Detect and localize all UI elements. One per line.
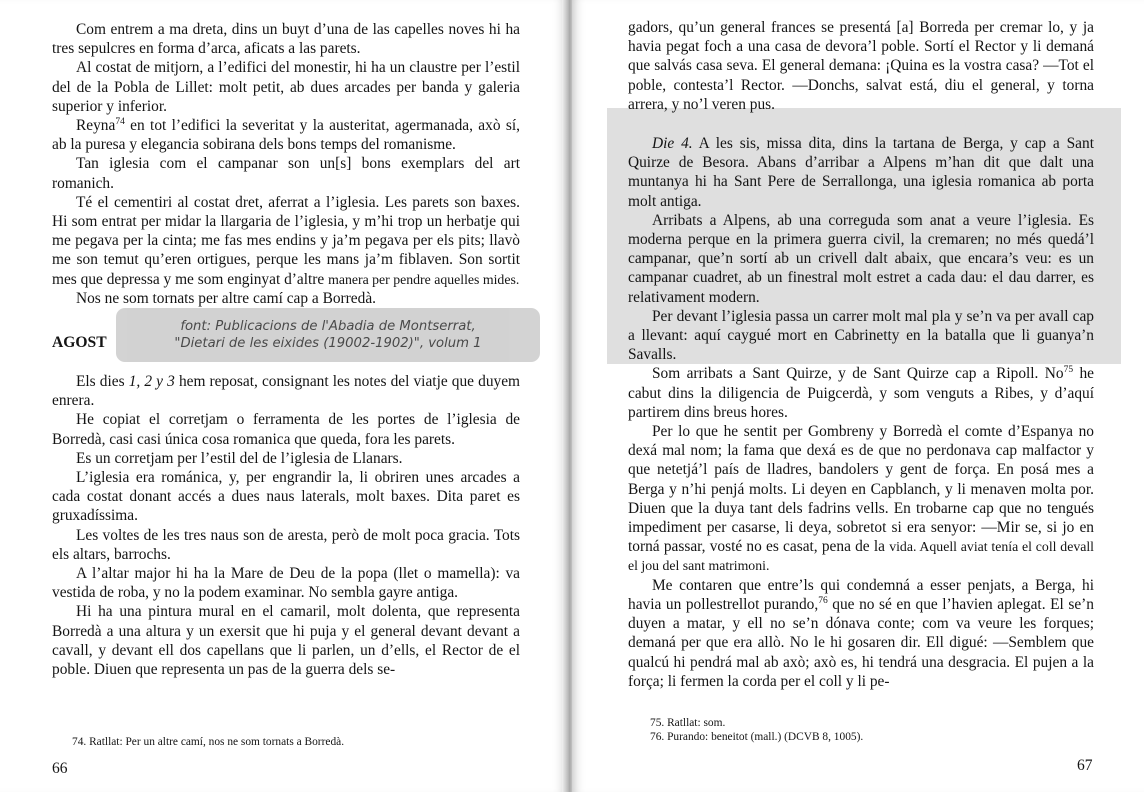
paragraph: L’iglesia era románica, y, per engrandir la, li obriren unes arcades a cada costat donant accés a dues naus laterals, molt baxes. Dita paret es gruxadíssima. <box>52 469 520 525</box>
source-note: font: Publicacions de l'Abadia de Montserrat, "Dietari de les eixides (19002-1902)", volum 1 <box>116 308 540 362</box>
paragraph: Al costat de mitjorn, a l’edifici del monestir, hi ha un claustre per l’estil del de la Pobla de Lillet: molt petit, ab dues arcades per banda y galeria superior y inferior. <box>52 59 520 115</box>
paragraph: Es un corretjam per l’estil del de l’iglesia de Llanars. <box>76 449 403 467</box>
paragraph: Per devant l’iglesia passa un carrer molt mal pla y se’n va per avall cap a llevant: aquí caygué mort en Cabrinetty en la batalla que li guanya’n Savalls. <box>628 307 1094 364</box>
paragraph: Hi ha una pintura mural en el camaril, molt dolenta, que representa Borredà a una altura y un exersit que hi puja y el general devant devant a cavall, y devant ell dos capellans que li parlen, un d’ells, el Rector de el poble. Diuen que representa un pas de la guerra dels se- <box>52 603 520 679</box>
footnote: 76. Purando: beneitot (mall.) (DCVB 8, 1005). <box>650 731 864 743</box>
paragraph: Té el cementiri al costat dret, aferrat a l’iglesia. Les parets son baxes. Hi som entrat per midar la llargaria de l’iglesia, y m’hi trop un herbatje qui me pegava per la cinta; me fas mes endins y ja’m pegava per els pits; llavò me son temut qu’eren ortigues, perque les mans ja’m fiblaven. Son sortit mes que depressa y me som enginyat d’altre manera per pendre aquelles mides. <box>52 193 520 288</box>
paragraph: Les voltes de les tres naus son de aresta, però de molt poca gracia. Tots els altars, barrochs. <box>52 526 520 563</box>
paragraph: gadors, qu’un general frances se presentá [a] Borreda per cremar lo, y ja havia pegat foch a una casa de devora’l poble. Sortí el Rector y li demaná que salvás casa seva. El general demana: ¡Quina es la vostra casa? —Tot el poble, contesta’l Rector. —Donchs, salvat está, diu el general, y torna arrera, y no’l veren pus. <box>628 19 1094 113</box>
right-text-column <box>628 18 1094 691</box>
paragraph: He copiat el corretjam o ferramenta de les portes de l’iglesia de Borredà, casi casi única cosa romanica que queda, fora les parets. <box>52 411 520 448</box>
left-page <box>0 0 566 792</box>
paragraph: Tan iglesia com el campanar son un[s] bons exemplars del art romanich. <box>52 155 520 192</box>
footnote: 74. Ratllat: Per un altre camí, nos ne som tornats a Borredà. <box>72 736 345 748</box>
section-heading-row <box>52 308 520 362</box>
footnote-ref-76[interactable]: 76 <box>818 595 828 606</box>
page-number: 66 <box>52 760 68 777</box>
paragraph: Som arribats a Sant Quirze, y de Sant Quirze cap a Ripoll. No$^{75}$ he cabut dins la diligencia de Puigcerdà, y som venguts a Ribes, y d’aquí partirem dins breus hores. <box>628 365 1095 421</box>
paragraph: Els dies 1, 2 y 3 hem reposat, consignant les notes del viatje que duyem enrera. <box>52 373 521 410</box>
paragraph: Me contaren que entre’ls qui condemná a esser penjats, a Berga, hi havia un pollestrellot purando,$^{76}$ que no sé en que l’havien aplegat. El se’n duyen a matar, y ell no se’n dónava conte; com va veure les forques; demaná per que era allò. No le hi gosaren dir. Ell digué: —Semblem que qualcú hi pendrá mal ab axò; axò es, hi tendrá una desgracia. El pujen a la força; li fermen la corda per el coll y li pe- <box>628 576 1095 690</box>
section-heading: AGOST <box>52 334 107 352</box>
paragraph: Die 4. A les sis, missa dita, dins la tartana de Berga, y cap a Sant Quirze de Besora. Abans d’arribar a Alpens m’han dit que dalt una muntanya hi ha Sant Pere de Serrallonga, una iglesia romanica ab porta molt antiga. <box>628 135 1094 210</box>
footnote-ref-75[interactable]: 75 <box>1063 365 1074 376</box>
paragraph: Com entrem a ma dreta, dins un buyt d’una de las capelles noves hi ha tres sepulcres en forma d’arca, aficats a las parets. <box>52 21 520 58</box>
paragraph: Nos ne som tornats per altre camí cap a Borredà. <box>76 289 377 307</box>
paragraph: Reyna$^{74}$ en tot l’edifici la severitat y la austeritat, agermanada, axò sí, ab la puresa y elegancia sobirana dels bons temps del romanisme. <box>52 116 520 154</box>
footnote: 75. Ratllat: som. <box>650 717 726 729</box>
footnotes <box>650 716 863 744</box>
left-text-column <box>52 20 520 679</box>
paragraph: Arribats a Alpens, ab una correguda som anat a veure l’iglesia. Es moderna perque en la primera guerra civil, la cremaren; no més quedá’l campanar, que’n sortí ab un crivell dalt abaix, que encara’s veu: es un campanar cuadret, ab un finestral molt estret a cada dau: el dau darrer, es relativament modern. <box>628 211 1094 306</box>
paragraph: Per lo que he sentit per Gombreny y Borredà el comte d’Espanya no dexá mal nom; la fama que dexá es de que no perdonava cap malfactor y que netetjá’l país de lladres, bandolers y gent de força. En posá mes a Berga y n’hi penjá molts. Li deyen en Capblanch, y li menaven molta por. Diuen que la duya tant dels fadrins vells. En trobarne cap que no tengués impediment per casarse, li deya, sobretot si era senyor: —Mir se, si jo en torná passar, vosté no es casat, pena de la vida. Aquell aviat tenía el coll devall el jou del sant matrimoni. <box>628 423 1095 574</box>
paragraph: A l’altar major hi ha la Mare de Deu de la popa (llet o mamella): va vestida de roba, y no la podem examinar. No sembla gayre antiga. <box>52 565 520 602</box>
footnote-ref-74[interactable]: 74 <box>115 116 125 127</box>
page-number: 67 <box>1077 757 1093 774</box>
